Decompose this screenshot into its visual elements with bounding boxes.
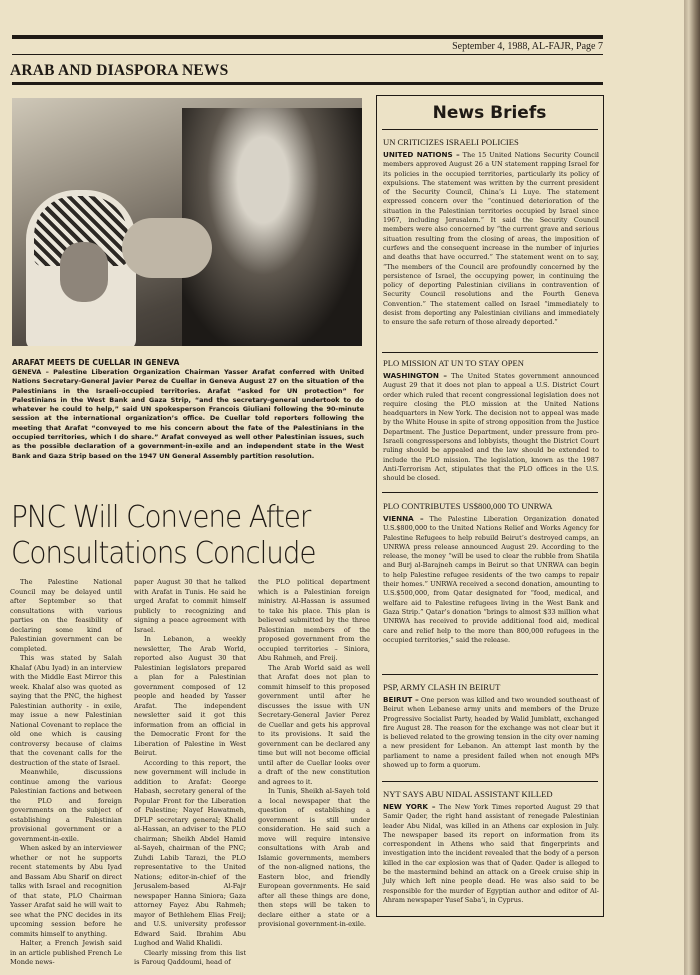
brief-heading: UN CRITICIZES ISRAELI POLICIES [383,137,519,147]
brief-dateline: UNITED NATIONS – [383,150,460,159]
brief-dateline: VIENNA – [383,514,424,523]
news-briefs-box [376,95,604,917]
brief-text: The Palestine Liberation Organization donated U.S.$800,000 to the United Nations Relief and Works Agency for Palestine Refugees to help rebuild Beirut’s destroyed camps, an UNRWA press release announced August 29. According to the release, the money “will be used to clear the rubble from Shatila and Burj al-Barajneh camps in Beirut so that UNRWA can begin to help Palestine refugee residents of the two camps to repair their homes.” UNRWA received a second donation, amounting to U.S.$500,000, from Qatar designated for “food, medical, and welfare aid to Palestine refugees living in the West Bank and Gaza Strip.” Qatar’s donation “brings to almost $33 million what UNRWA has received to provide additional food aid, medical care and relief help to the more than 800,000 refugees in the occupied territories,” said the release. [383,515,599,644]
article-body [10,578,370,966]
article-paragraph: In Lebanon, a weekly newsletter, The Arab World, reported also August 30 that Palestinian legislators prepared a plan for a Palestinian government composed of 12 people and headed by Yasser Arafat. The independent newsletter said it got this information from an official in the Democratic Front for the Liberation of Palestine in West Beirut. [134,635,246,757]
header-rule [12,54,603,55]
brief-dateline: NEW YORK – [383,802,436,811]
article-paragraph: When asked by an interviewer whether or not he supports recent statements by Abu Iyad and Bassam Abu Sharif on direct talks with Israel and recognition of that state, PLO Chairman Yasser Arafat said he will wait to see what the PNC decides in its upcoming session before he commits himself to anything. [10,844,122,938]
article-headline: PNC Will Convene After Consultations Conclude [11,500,316,571]
article-paragraph: The Palestine National Council may be delayed until after September so that consultations with various parties on the feasibility of declaring some kind of Palestinian government can be completed. [10,578,122,653]
brief-heading: PSP, ARMY CLASH IN BEIRUT [383,682,501,692]
briefs-rule [382,674,598,675]
article-paragraph: Meanwhile, discussions continue among the various Palestinian factions and between the PLO and foreign governments on the subject of establishing a Palestinian provisional government or a government-in-exile. [10,768,122,843]
brief-text: The 15 United Nations Security Council members approved August 26 a UN statement rapping Israel for its policies in the occupied territories, particularly its policy of expulsions. The statement was written by the current president of the Security Council, China’s Li Luye. The statement expressed concern over the “continued deterioration of the situation in the Palestinian territories occupied by Israel since 1967, including Jerusalem.” It said the Security Council members were also concerned by “the current grave and serious situation resulting from the closing of areas, the imposition of curfews and the consequent increase in the number of injuries and deaths that have occurred.” The statement went on to say, “The members of the Council are profoundly concerned by the persistence of Israel, the occupying power, in continuing the policy of deporting Palestinian civilians in contravention of Security Council resolutions and the Fourth Geneva Convention.” The statement called on Israel “immediately to desist from deporting any Palestinian civilians and immediately to ensure the safe return of those already deported.” [383,151,599,327]
article-column-2 [134,578,246,968]
brief-heading: NYT SAYS ABU NIDAL ASSISTANT KILLED [383,789,553,799]
briefs-rule [382,352,598,353]
brief-heading: PLO MISSION AT UN TO STAY OPEN [383,358,524,368]
article-paragraph: the PLO political department which is a Palestinian foreign ministry. Al-Hassan is assumed to take his place. This plan is believed submitted by the three Palestinian members of the proposed government from the occupied territories – Siniora, Abu Rahmeh, and Freij. [258,578,370,662]
news-briefs-title: News Briefs [432,103,547,123]
photo-caption-title: ARAFAT MEETS DE CUELLAR IN GENEVA [12,358,180,367]
brief-body [383,371,599,484]
brief-body [383,802,599,905]
brief-body [383,150,599,328]
article-column-3 [258,578,370,930]
brief-dateline: BEIRUT – [383,695,419,704]
article-paragraph: Clearly missing from this list is Farouq Qaddoumi, head of [134,948,246,966]
page-binding [684,0,700,975]
brief-text: The New York Times reported August 29 that Samir Qader, the right hand assistant of renegade Palestinian leader Abu Nidal, was killed in an Athens car explosion in July. The newspaper based its report on information from its correspondent in Athens who said that fingerprints and investigation into the incident revealed that the body of a person killed in the car explosion was that of Qader. Qader is alleged to be the mastermind behind an attack on a Greek cruise ship in July which left nine people dead. He was also said to be responsible for the murder of Egyptian author and editor of Al-Ahram newspaper Yusef Saba’i, in Cyprus. [383,803,599,904]
brief-body [383,514,599,645]
article-paragraph: paper August 30 that he talked with Arafat in Tunis. He said he urged Arafat to commit himself publicly to recognizing and signing a peace agreement with Israel. [134,578,246,634]
brief-text: One person was killed and two wounded southeast of Beirut when Lebanese army units and members of the Druze Progressive Socialist Party, headed by Walid Jumblatt, exchanged fire August 28. The reason for the exchange was not clear but it is believed related to the growing tension in the city over naming a new president for Lebanon. An attempt last month by the parliament to name a president failed when not enough MPs showed up to form a quorum. [383,696,600,770]
briefs-rule [382,781,598,782]
article-paragraph: The Arab World said as well that Arafat does not plan to commit himself to this proposed government until after he discusses the issue with UN Secretary-General Javier Perez de Cuellar and gets his approval to its provisions. It said the government can be declared any time but will not become official until after de Cuellar looks over a draft of the new constitution and agrees to it. [258,663,370,786]
article-column-1 [10,578,122,968]
article-paragraph: In Tunis, Sheikh al-Sayeh told a local newspaper that the question of establishing a government is still under consideration. He said such a move will require intensive consultations with Arab and Islamic governments, members of the non-aligned nations, the Eastern bloc, and friendly European governments. He said after all these things are done, then steps will be taken to declare either a state or a provisional government-in-exile. [258,787,370,928]
header-date-line: September 4, 1988, AL-FAJR, Page 7 [452,41,603,52]
article-paragraph: Halter, a French Jewish said in an article published French Le Monde news- [10,939,122,966]
brief-heading: PLO CONTRIBUTES US$800,000 TO UNRWA [383,501,553,511]
brief-text: The United States government announced August 29 that it does not plan to appeal a U.S. District Court order which ruled that recent congressional legislation does not require closing the PLO mission at the United Nations headquarters in New York. The decision not to appeal was made by the White House in spite of strong opposition from the Justice Department. The Justice Department, under pressure from pro-Israeli congresspersons and lobbyists, thought the District Court ruling should be appealed and the law should be extended to include the PLO mission. The legislation, known as the 1987 Anti-Terrorism Act, stipulates that the PLO offices in the U.S. should be closed. [383,372,600,483]
section-rule [12,82,603,85]
top-rule [12,35,603,39]
photo-arafat-de-cuellar-icon [12,98,362,346]
article-paragraph: According to this report, the new government will include in addition to Arafat: George Habash, secretary general of the Popular Front for the Liberation of Palestine; Nayef Hawatmeh, DFLP secretary general; Khalid al-Hassan, an adviser to the PLO chairman; Sheikh Abdel Hamid al-Sayeh, chairman of the PNC; Zuhdi Labib Tarazi, the PLO representative to the United Nations; editor-in-chief of the Jerusalem-based Al-Fajr newspaper Hanna Siniora; Gaza attorney Fayez Abu Rahmeh; mayor of Bethlehem Elias Freij; and U.S. university professor Edward Said. Ibrahim Abu Lughod and Walid Khalidi. [134,758,246,947]
article-paragraph: This was stated by Salah Khalaf (Abu Iyad) in an interview with the Middle East Mirror this week. Khalaf also was quoted as saying that the PNC, the highest Palestinian authority - in exile, may issue a new Palestinian National Covenant to replace the old one which is causing controversy because of claims that the covenant calls for the destruction of the state of Israel. [10,654,122,767]
section-title: ARAB AND DIASPORA NEWS [10,62,229,79]
briefs-rule [382,129,598,130]
briefs-rule [382,492,598,493]
brief-body [383,695,599,770]
brief-dateline: WASHINGTON – [383,371,448,380]
photo-caption: GENEVA – Palestine Liberation Organization Chairman Yasser Arafat conferred with United Nations Secretary-General Javier Perez de Cuellar in Geneva August 27 on the situation of the Palestinians in the Israeli-occupied territories. Arafat “asked for UN protection” for Palestinians in the West Bank and Gaza Strip, “and the secretary-general undertook to do whatever he could to help,” said UN spokesperson Francois Giuliani following the 90-minute session at the international organization’s office. De Cuellar told reporters following the meeting that Arafat “conveyed to me his concern about the fate of the Palestinians in the occupied territories, which I do share.” Arafat conveyed as well other Palestinian issues, such as the possible declaration of a government-in-exile and an independent state in the West Bank and Gaza Strip based on the 1947 UN General Assembly partition resolution. [12,368,364,460]
